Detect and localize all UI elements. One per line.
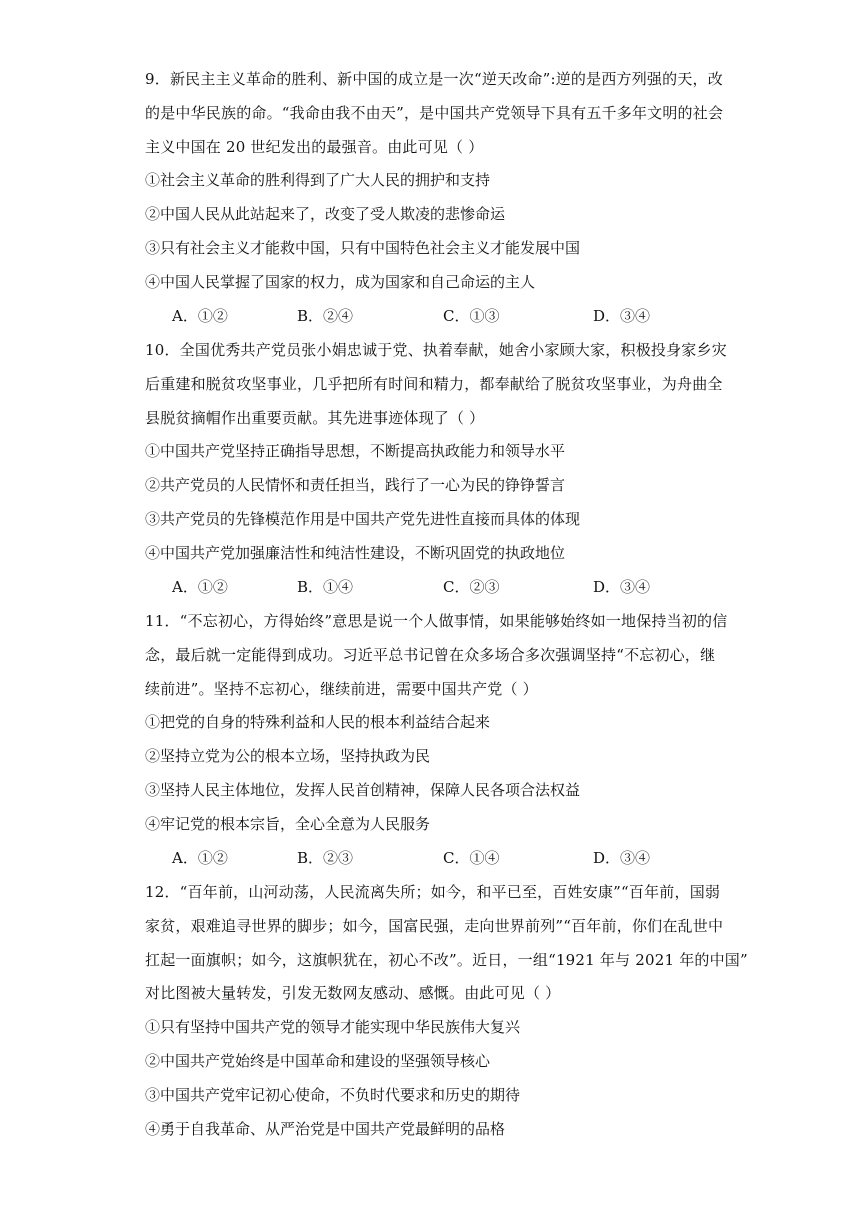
question-12 (145, 876, 748, 1146)
stem-line: 家贫，艰难追寻世界的脚步；如今，国富民强，走向世界前列”“百年前，你们在乱世中 (145, 916, 724, 935)
question-stem (145, 605, 728, 706)
statement-list (145, 1011, 725, 1146)
option-b[interactable]: B．①④ (297, 577, 354, 596)
answer-options (145, 571, 725, 605)
option-b[interactable]: B．②④ (297, 306, 354, 325)
option-d[interactable]: D．③④ (593, 577, 651, 596)
statement-item: ③只有社会主义才能救中国，只有中国特色社会主义才能发展中国 (145, 238, 581, 257)
stem-line: 主义中国在 20 世纪发出的最强音。由此可见（ ） (145, 137, 484, 156)
option-d[interactable]: D．③④ (593, 306, 651, 325)
option-c[interactable]: C．①④ (443, 848, 500, 867)
statement-item: ②坚持立党为公的根本立场，坚持执政为民 (145, 747, 431, 766)
statement-item: ①把党的自身的特殊利益和人民的根本利益结合起来 (145, 713, 491, 732)
option-a[interactable]: A．①② (172, 577, 228, 596)
statement-item: ③坚持人民主体地位，发挥人民首创精神，保障人民各项合法权益 (145, 780, 581, 799)
answer-options (145, 300, 725, 334)
statement-item: ④中国人民掌握了国家的权力，成为国家和自己命运的主人 (145, 272, 536, 291)
statement-item: ④勇于自我革命、从严治党是中国共产党最鲜明的品格 (145, 1119, 506, 1138)
statement-item: ②中国共产党始终是中国革命和建设的坚强领导核心 (145, 1051, 491, 1070)
stem-line: 对比图被大量转发，引发无数网友感动、感慨。由此可见（ ） (145, 984, 561, 1003)
option-a[interactable]: A．①② (172, 306, 228, 325)
question-stem (145, 334, 725, 435)
statement-item: ③共产党员的先锋模范作用是中国共产党先进性直接而具体的体现 (145, 509, 581, 528)
option-a[interactable]: A．①② (172, 848, 228, 867)
stem-line: 10．全国优秀共产党员张小娟忠诚于党、执着奉献，她舍小家顾大家，积极投身家乡灾 (145, 341, 727, 359)
stem-line: 后重建和脱贫攻坚事业，几乎把所有时间和精力，都奉献给了脱贫攻坚事业，为舟曲全 (145, 374, 723, 393)
stem-line: 12．“百年前，山河动荡，人民流离失所；如今，和平已至，百姓安康”“百年前，国弱 (145, 883, 721, 901)
question-9 (145, 63, 725, 333)
statement-list (145, 435, 725, 570)
statement-item: ④牢记党的根本宗旨，全心全意为人民服务 (145, 814, 431, 833)
option-b[interactable]: B．②③ (297, 848, 354, 867)
stem-line: 9．新民主主义革命的胜利、新中国的成立是一次“逆天改命”:逆的是西方列强的天，改 (145, 70, 723, 88)
stem-line: 扛起一面旗帜；如今，这旗帜犹在，初心不改”。近日，一组“1921 年与 2021 年的中国” (145, 950, 748, 969)
stem-line: 县脱贫摘帽作出重要贡献。其先进事迹体现了（ ） (145, 408, 485, 427)
question-10 (145, 334, 725, 604)
question-stem (145, 63, 725, 164)
statement-item: ①只有坚持中国共产党的领导才能实现中华民族伟大复兴 (145, 1018, 521, 1037)
statement-item: ③中国共产党牢记初心使命，不负时代要求和历史的期待 (145, 1085, 521, 1104)
stem-line: 续前进”。坚持不忘初心，继续前进，需要中国共产党（ ） (145, 679, 538, 698)
question-11 (145, 605, 728, 875)
question-stem (145, 876, 748, 1011)
statement-list (145, 164, 725, 299)
statement-item: ②中国人民从此站起来了，改变了受人欺凌的悲惨命运 (145, 205, 506, 224)
stem-line: 11．“不忘初心，方得始终”意思是说一个人做事情，如果能够始终如一地保持当初的信 (145, 612, 728, 630)
statement-item: ①社会主义革命的胜利得到了广大人民的拥护和支持 (145, 171, 491, 190)
stem-line: 念，最后就一定能得到成功。习近平总书记曾在众多场合多次强调坚持“不忘初心，继 (145, 645, 716, 664)
option-c[interactable]: C．①③ (443, 306, 500, 325)
stem-line: 的是中华民族的命。“我命由我不由天”，是中国共产党领导下具有五千多年文明的社会 (145, 103, 724, 122)
statement-list (145, 706, 725, 841)
statement-item: ④中国共产党加强廉洁性和纯洁性建设，不断巩固党的执政地位 (145, 543, 566, 562)
answer-options (145, 842, 725, 876)
statement-item: ①中国共产党坚持正确指导思想，不断提高执政能力和领导水平 (145, 442, 566, 461)
option-d[interactable]: D．③④ (593, 848, 651, 867)
option-c[interactable]: C．②③ (443, 577, 500, 596)
statement-item: ②共产党员的人民情怀和责任担当，践行了一心为民的铮铮誓言 (145, 476, 566, 495)
